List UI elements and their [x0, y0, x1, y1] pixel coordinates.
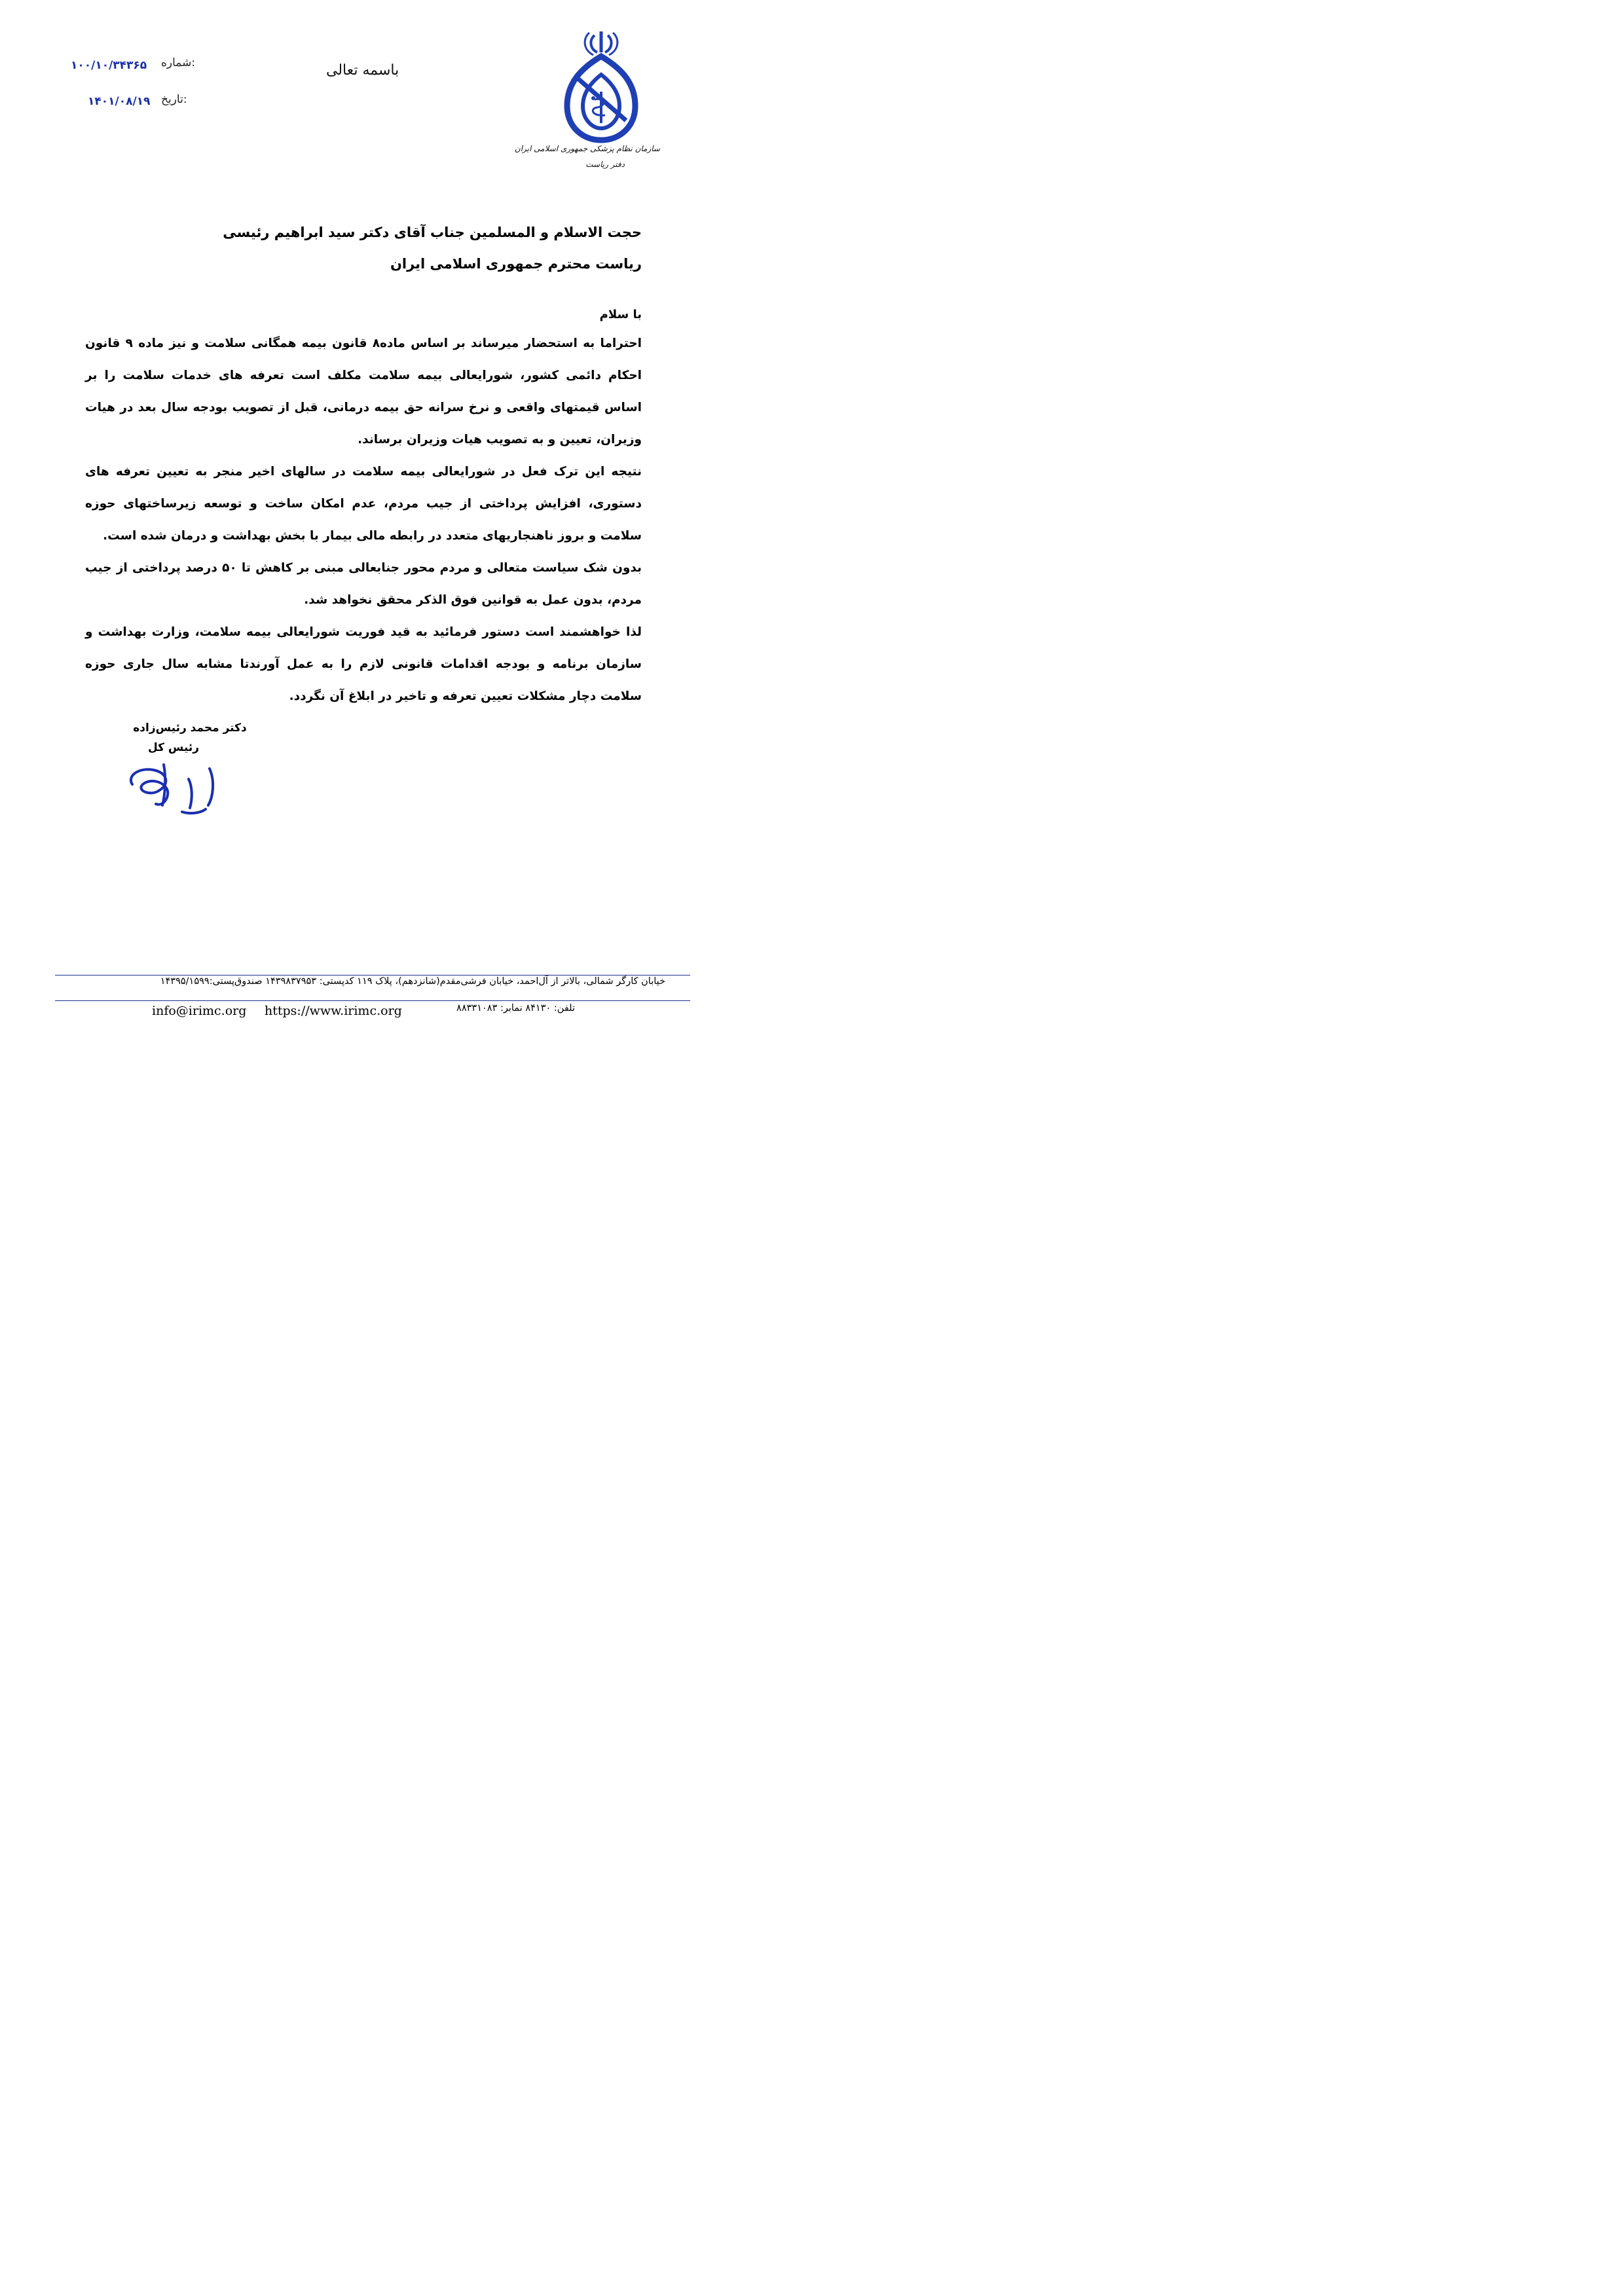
footer-address: خیابان کارگر شمالی، بالاتر از آل‌احمد، خیابان فرشی‌مقدم(شانزدهم)، پلاک ۱۱۹ کدپستی: ۱۴۳۹۸۳۷۹۵۳ صندوق‌پستی:۱۴۳۹۵/۱۵۹۹ — [160, 976, 665, 987]
body-paragraph: بدون شک سیاست متعالی و مردم محور جنابعالی مبنی بر کاهش تا ۵۰ درصد پرداختی از جیب مردم، بدون عمل به قوانین فوق الذکر محقق نخواهد شد. — [85, 561, 642, 607]
footer-bottom-rule — [55, 1000, 690, 1001]
signatory-title: رئیس کل — [147, 741, 200, 754]
basmala-heading: باسمه تعالی — [326, 62, 399, 79]
logo-org-name: سازمان نظام پزشکی جمهوری اسلامی ایران — [514, 144, 660, 153]
handwritten-signature — [124, 758, 249, 817]
org-logo — [514, 29, 660, 179]
letter-number-label: شماره: — [161, 56, 196, 69]
recipient-title: ریاست محترم جمهوری اسلامی ایران — [390, 256, 642, 272]
body-paragraph: نتیجه این ترک فعل در شورایعالی بیمه سلامت در سالهای اخیر منجر به تعیین تعرفه های دستوری، افزایش پرداختی از جیب مردم، عدم امکان ساخت و توسعه زیرساختهای حوزه سلامت و بروز ناهنجاریهای متعدد در رابطه مالی بیمار با بخش بهداشت و درمان شده است. — [85, 465, 642, 543]
letter-body — [85, 327, 642, 712]
greeting: با سلام — [599, 308, 642, 321]
medical-council-emblem-icon — [542, 29, 660, 147]
footer-phone-fax: تلفن: ۸۴۱۳۰ نمابر: ۸۸۳۳۱۰۸۳ — [456, 1003, 575, 1013]
letter-date-label: تاریخ: — [161, 93, 187, 106]
letter-number-value: ۱۰۰/۱۰/۳۴۳۶۵ — [71, 59, 147, 72]
footer-email-link[interactable]: info@irimc.org — [152, 1004, 247, 1018]
body-paragraph: لذا خواهشمند است دستور فرمائید به قید فوریت شورایعالی بیمه سلامت، وزارت بهداشت و سازمان برنامه و بودجه اقدامات قانونی لازم را به عمل آورندتا مشابه سال جاری حوزه سلامت دچار مشکلات تعیین تعرفه و تاخیر در ابلاغ آن نگردد. — [85, 625, 642, 703]
footer-website-link[interactable]: https://www.irimc.org — [265, 1004, 402, 1018]
logo-office-name: دفتر ریاست — [585, 160, 625, 169]
signatory-name: دکتر محمد رئیس‌زاده — [133, 721, 247, 735]
body-paragraph: احتراما به استحضار میرساند بر اساس ماده۸ قانون بیمه همگانی سلامت و نیز ماده ۹ قانون احکام دائمی کشور، شورایعالی بیمه سلامت مکلف است تعرفه های خدمات سلامت را بر اساس قیمتهای واقعی و نرخ سرانه حق بیمه درمانی، قبل از تصویب بودجه سال بعد در هیات وزیران، تعیین و به تصویب هیات وزیران برساند. — [85, 337, 642, 446]
recipient-name: حجت الاسلام و المسلمین جناب آقای دکتر سید ابراهیم رئیسی — [223, 225, 642, 240]
letter-date-value: ۱۴۰۱/۰۸/۱۹ — [88, 95, 151, 108]
